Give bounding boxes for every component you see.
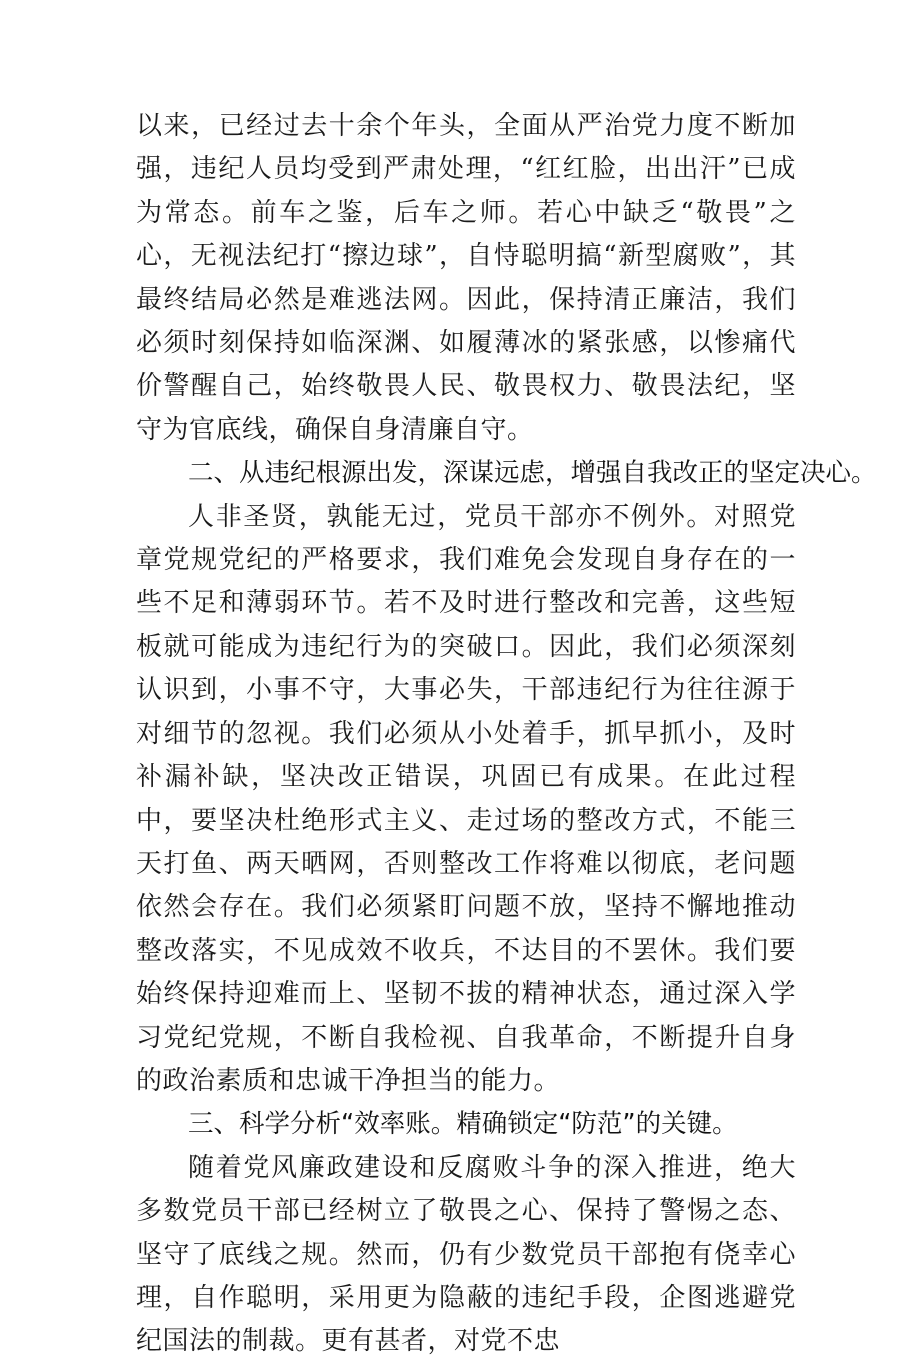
body-paragraph-1: 以来，已经过去十余个年头，全面从严治党力度不断加强，违纪人员均受到严肃处理，“红红脸，出出汗”已成为常态。前车之鉴，后车之师。若心中缺乏“敬畏”之心，无视法纪打“擦边球”，自恃聪明搞“新型腐败”，其最终结局必然是难逃法网。因此，保持清正廉洁，我们必须时刻保持如临深渊、如履薄冰的紧张感，以惨痛代价警醒自己，始终敬畏人民、敬畏权力、敬畏法纪，坚守为官底线，确保自身清廉自守。 [136,111,796,445]
document-body [136,105,877,1364]
body-paragraph-2: 人非圣贤，孰能无过，党员干部亦不例外。对照党章党规党纪的严格要求，我们难免会发现自身存在的一些不足和薄弱环节。若不及时进行整改和完善，这些短板就可能成为违纪行为的突破口。因此，我们必须深刻认识到，小事不守，大事必失，干部违纪行为往往源于对细节的忽视。我们必须从小处着手，抓早抓小，及时补漏补缺，坚决改正错误，巩固已有成果。在此过程中，要坚决杜绝形式主义、走过场的整改方式，不能三天打鱼、两天晒网，否则整改工作将难以彻底，老问题依然会存在。我们必须紧盯问题不放，坚持不懈地推动整改落实，不见成效不收兵，不达目的不罢休。我们要始终保持迎难而上、坚韧不拔的精神状态，通过深入学习党纪党规，不断自我检视、自我革命，不断提升自身的政治素质和忠诚干净担当的能力。 [136,501,796,1096]
section-heading-3: 三、科学分析“效率账。精确锁定“防范”的关键。 [188,1109,738,1140]
section-heading-2: 二、从违纪根源出发，深谋远虑，增强自我改正的坚定决心。 [188,458,877,489]
body-paragraph-3: 随着党风廉政建设和反腐败斗争的深入推进，绝大多数党员干部已经树立了敬畏之心、保持了警惕之态、坚守了底线之规。然而，仍有少数党员干部抱有侥幸心理，自作聪明，采用更为隐蔽的违纪手段，企图逃避党纪国法的制裁。更有甚者，对党不忠 [136,1152,796,1357]
